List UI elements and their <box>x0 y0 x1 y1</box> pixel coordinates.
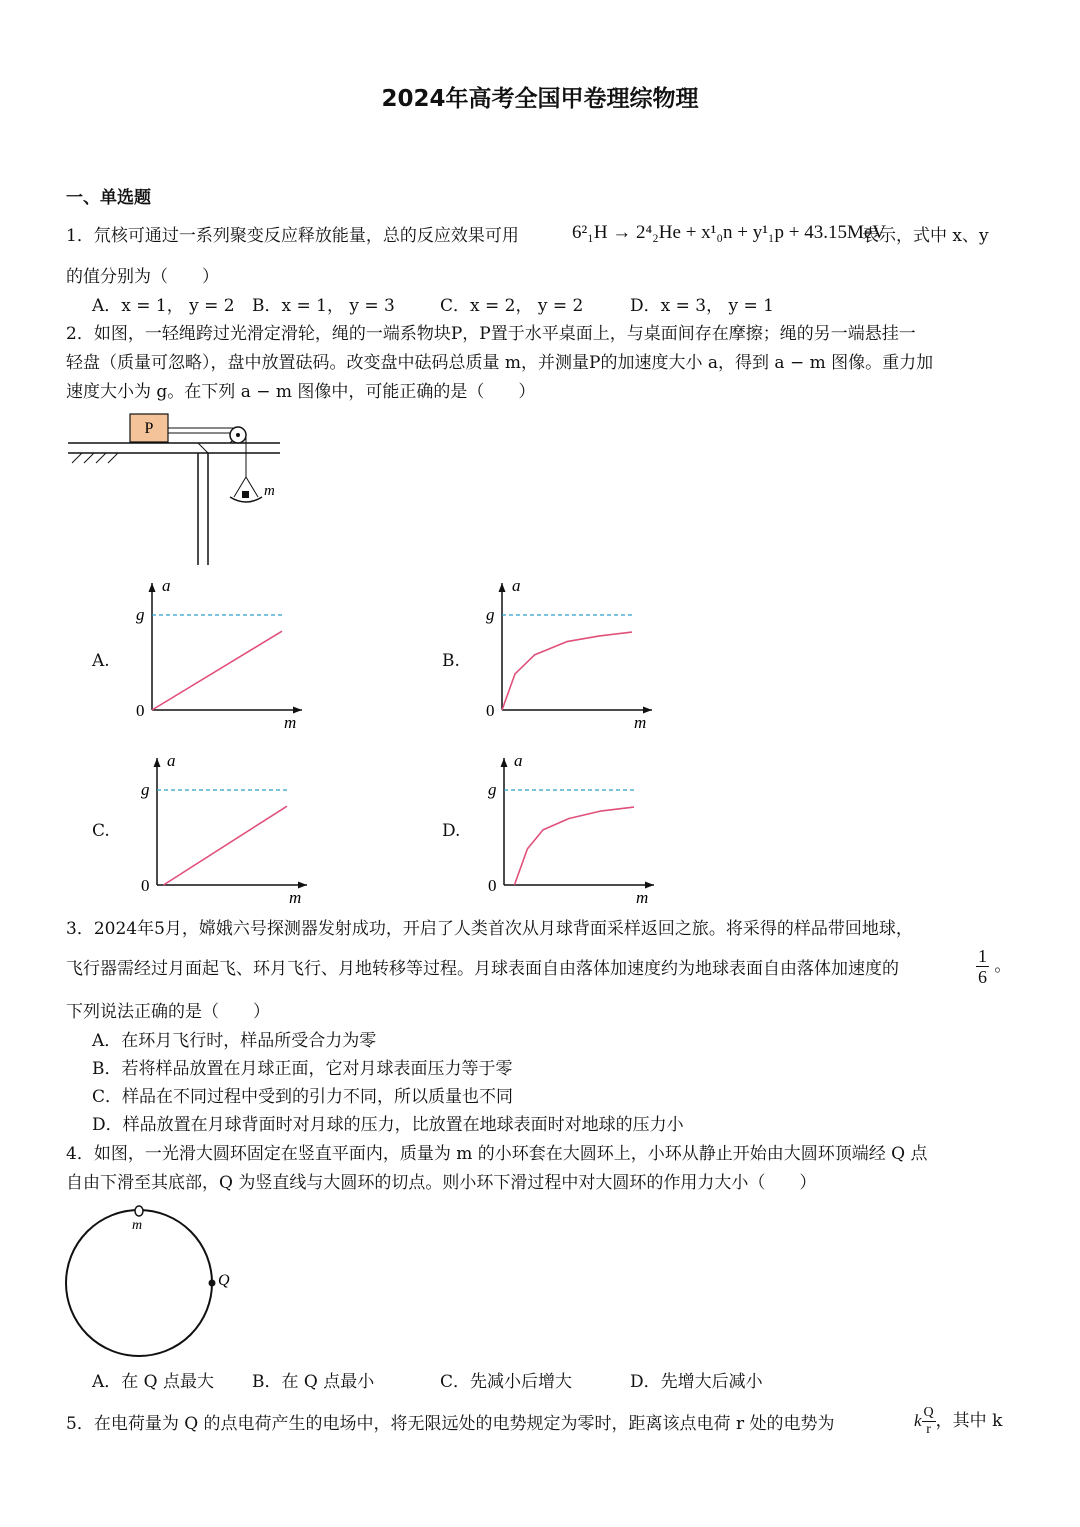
ring-q-label: Q <box>218 1272 230 1289</box>
q3-line-2: 飞行器需经过月面起飞、环月飞行、月地转移等过程。月球表面自由落体加速度约为地球表面自由落体加速度的 <box>66 959 899 979</box>
x-axis-label: m <box>289 888 302 907</box>
origin-label: 0 <box>141 876 150 895</box>
data-curve <box>164 806 288 885</box>
q2-option-d: D. <box>442 821 461 841</box>
y-axis-label: a <box>514 751 523 770</box>
graph-c <box>130 750 320 910</box>
mass-label: m <box>264 483 275 499</box>
q1-formula: 6²₁H → 2⁴₂He + x¹₀n + y¹₁p + 43.15MeV <box>572 222 887 243</box>
q3-line-1: 3．2024年5月，嫦娥六号探测器发射成功，开启了人类首次从月球背面采样返回之旅。将采得的样品带回地球， <box>66 919 913 939</box>
q1-option-d: D．x = 3， y = 1 <box>630 296 774 316</box>
graph-b <box>475 575 665 735</box>
g-label: g <box>141 780 150 799</box>
weight <box>242 491 249 498</box>
y-axis-arrow <box>501 758 508 767</box>
y-axis-arrow <box>149 583 156 592</box>
q5-text: 5．在电荷量为 Q 的点电荷产生的电场中，将无限远处的电势规定为零时，距离该点电荷 r 处的电势为 <box>66 1414 835 1434</box>
q1-option-a: A．x = 1， y = 2 <box>92 296 235 316</box>
g-label: g <box>486 605 495 624</box>
q1-text-b: 表示，式中 x、y <box>862 226 989 246</box>
q1-text-a: 1．氘核可通过一系列聚变反应释放能量，总的反应效果可用 <box>66 226 519 246</box>
page-title: 2024年高考全国甲卷理综物理 <box>381 86 699 112</box>
q3-option-b: B．若将样品放置在月球正面，它对月球表面压力等于零 <box>92 1059 513 1079</box>
q5-tail: ，其中 k <box>935 1411 1003 1431</box>
q3-frac-den: 6 <box>978 967 987 987</box>
q2-line-3: 速度大小为 g。在下列 a − m 图像中，可能正确的是（ ） <box>66 382 536 402</box>
q3-option-a: A．在环月飞行时，样品所受合力为零 <box>92 1031 377 1051</box>
q4-option-b: B．在 Q 点最小 <box>252 1372 375 1392</box>
x-axis-label: m <box>634 713 647 732</box>
data-curve <box>514 807 634 885</box>
q3-option-c: C．样品在不同过程中受到的引力不同，所以质量也不同 <box>92 1087 514 1107</box>
q4-line-1: 4．如图，一光滑大圆环固定在竖直平面内，质量为 m 的小环套在大圆环上，小环从静止开始由大圆环顶端经 Q 点 <box>66 1144 928 1164</box>
origin-label: 0 <box>488 876 497 895</box>
section-heading: 一、单选题 <box>66 188 151 208</box>
q5-formula <box>914 1405 1002 1438</box>
y-axis-label: a <box>167 751 176 770</box>
x-axis-label: m <box>284 713 297 732</box>
q5-frac-num: Q <box>923 1405 934 1420</box>
ring-m-label: m <box>132 1218 143 1233</box>
data-curve <box>502 632 632 710</box>
q4-option-a: A．在 Q 点最大 <box>92 1372 215 1392</box>
q3-fraction <box>976 946 1011 987</box>
q3-frac-num: 1 <box>978 946 987 966</box>
q2-line-2: 轻盘（质量可忽略），盘中放置砝码。改变盘中砝码总质量 m，并测量P的加速度大小 a，得到 a − m 图像。重力加 <box>66 353 934 373</box>
q3-line-3: 下列说法正确的是（ ） <box>66 1002 270 1022</box>
graph-d <box>477 750 667 910</box>
q1-text-c: 的值分别为（ ） <box>66 267 219 287</box>
y-axis-arrow <box>499 583 506 592</box>
origin-label: 0 <box>486 701 495 720</box>
data-curve <box>152 631 282 710</box>
q5-k: k <box>914 1411 922 1430</box>
origin-label: 0 <box>136 701 145 720</box>
q2-option-a: A. <box>92 651 110 671</box>
q2-line-1: 2．如图，一轻绳跨过光滑定滑轮，绳的一端系物块P，P置于水平桌面上，与桌面间存在摩擦；绳的另一端悬挂一 <box>66 324 916 344</box>
g-label: g <box>488 780 497 799</box>
x-axis-label: m <box>636 888 649 907</box>
y-axis-arrow <box>154 758 161 767</box>
q2-option-c: C. <box>92 821 110 841</box>
small-ring <box>135 1206 143 1216</box>
block-p-label: P <box>144 420 154 437</box>
pulley-diagram <box>60 405 300 570</box>
ring-diagram <box>60 1200 250 1360</box>
q1-option-b: B．x = 1， y = 3 <box>252 296 395 316</box>
q5-frac-den: r <box>926 1422 931 1437</box>
q1-option-c: C．x = 2， y = 2 <box>440 296 584 316</box>
graph-a <box>125 575 315 735</box>
q4-line-2: 自由下滑至其底部，Q 为竖直线与大圆环的切点。则小环下滑过程中对大圆环的作用力大小（ ） <box>66 1173 817 1193</box>
g-label: g <box>136 605 145 624</box>
q2-option-b: B. <box>442 651 460 671</box>
q4-option-d: D．先增大后减小 <box>630 1372 763 1392</box>
q3-line-2-end: 。 <box>994 956 1012 976</box>
q4-option-c: C．先减小后增大 <box>440 1372 573 1392</box>
y-axis-label: a <box>512 576 521 595</box>
point-q <box>209 1280 216 1287</box>
q3-option-d: D．样品放置在月球背面时对月球的压力，比放置在地球表面时对地球的压力小 <box>92 1115 684 1135</box>
y-axis-label: a <box>162 576 171 595</box>
